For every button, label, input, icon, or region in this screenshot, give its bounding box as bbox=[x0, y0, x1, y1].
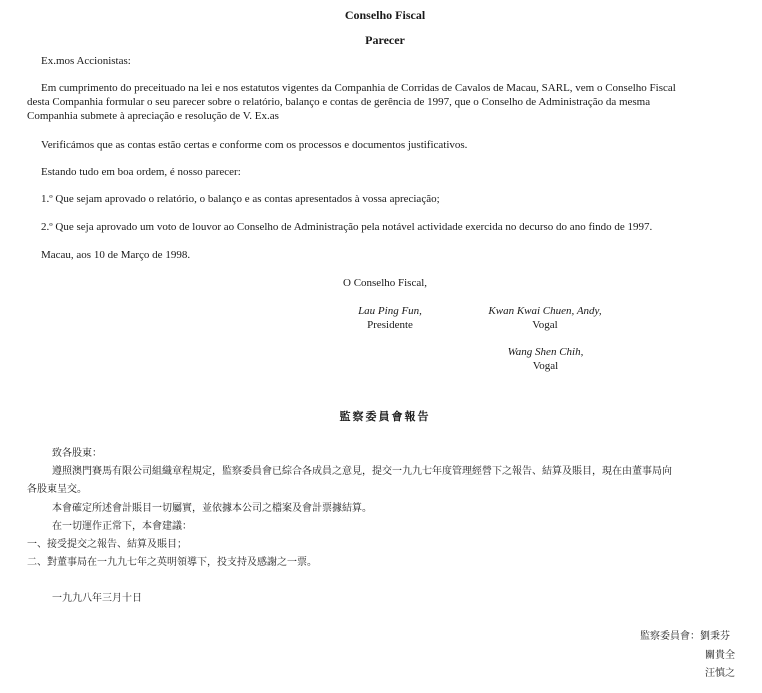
pt-council: O Conselho Fiscal, bbox=[343, 277, 428, 289]
pt-signature-2 bbox=[470, 304, 620, 332]
pt-date: Macau, aos 10 de Março de 1998. bbox=[41, 249, 191, 261]
pt-item2: 2.º Que seja aprovado um voto de louvor ao Conselho de Administração pela notável actividade exercida no decurso do ano findo de 1997. bbox=[41, 221, 653, 233]
pt-para1-line3: Companhia submete à apreciação e resolução de V. Ex.as bbox=[27, 110, 279, 122]
pt-subtitle: Parecer bbox=[365, 33, 405, 47]
zh-sign-label: 監察委員會：劉秉芬 bbox=[640, 631, 730, 642]
pt-para1-line2: desta Companhia formular o seu parecer sobre o relatório, balanço e contas de gerência de 1997, que o Conselho de Administração da mesma bbox=[27, 96, 651, 108]
pt-sign1-name: Lau Ping Fun, bbox=[358, 305, 422, 317]
zh-title: 監察委員會報告 bbox=[339, 410, 431, 423]
pt-greeting: Ex.mos Accionistas: bbox=[41, 55, 131, 67]
pt-sign1-role: Presidente bbox=[367, 319, 413, 331]
pt-item1: 1.º Que sejam aprovado o relatório, o balanço e as contas apresentados à vossa apreciação; bbox=[41, 193, 440, 205]
pt-signature-3 bbox=[478, 345, 613, 373]
pt-sign3-name: Wang Shen Chih, bbox=[507, 346, 584, 358]
zh-sign2: 關貴全 bbox=[705, 650, 735, 661]
zh-greeting: 致各股東： bbox=[52, 448, 102, 459]
pt-sign2-role: Vogal bbox=[532, 319, 558, 331]
pt-para1-line1: Em cumprimento do preceituado na lei e nos estatutos vigentes da Companhia de Corridas de Cavalos de Macau, SARL, vem o Conselho Fiscal bbox=[41, 82, 676, 94]
zh-date: 一九九八年三月十日 bbox=[52, 593, 142, 604]
zh-item2: 二、對董事局在一九九七年之英明領導下，投支持及感謝之一票。 bbox=[27, 557, 317, 568]
pt-title: Conselho Fiscal bbox=[344, 8, 426, 22]
zh-para3: 在一切運作正常下，本會建議： bbox=[52, 521, 192, 532]
zh-para1-line2: 各股東呈交。 bbox=[27, 484, 87, 495]
zh-item1: 一、接受提交之報告、結算及賬目； bbox=[27, 539, 187, 550]
pt-signature-1 bbox=[330, 304, 450, 332]
pt-para2: Verificámos que as contas estão certas e conforme com os processos e documentos justificativos. bbox=[41, 139, 468, 151]
pt-sign2-name: Kwan Kwai Chuen, Andy, bbox=[488, 305, 602, 317]
zh-para2: 本會確定所述會計賬目一切屬實，並依據本公司之檔案及會計票據結算。 bbox=[52, 503, 372, 514]
zh-para1-line1: 遵照澳門賽馬有限公司組織章程規定，監察委員會已綜合各成員之意見，提交一九九七年度管理經營下之報告、結算及賬目，現在由董事局向 bbox=[52, 466, 672, 477]
pt-sign3-role: Vogal bbox=[532, 360, 559, 372]
pt-para3: Estando tudo em boa ordem, é nosso parecer: bbox=[41, 166, 241, 178]
zh-sign3: 汪慎之 bbox=[705, 668, 735, 679]
